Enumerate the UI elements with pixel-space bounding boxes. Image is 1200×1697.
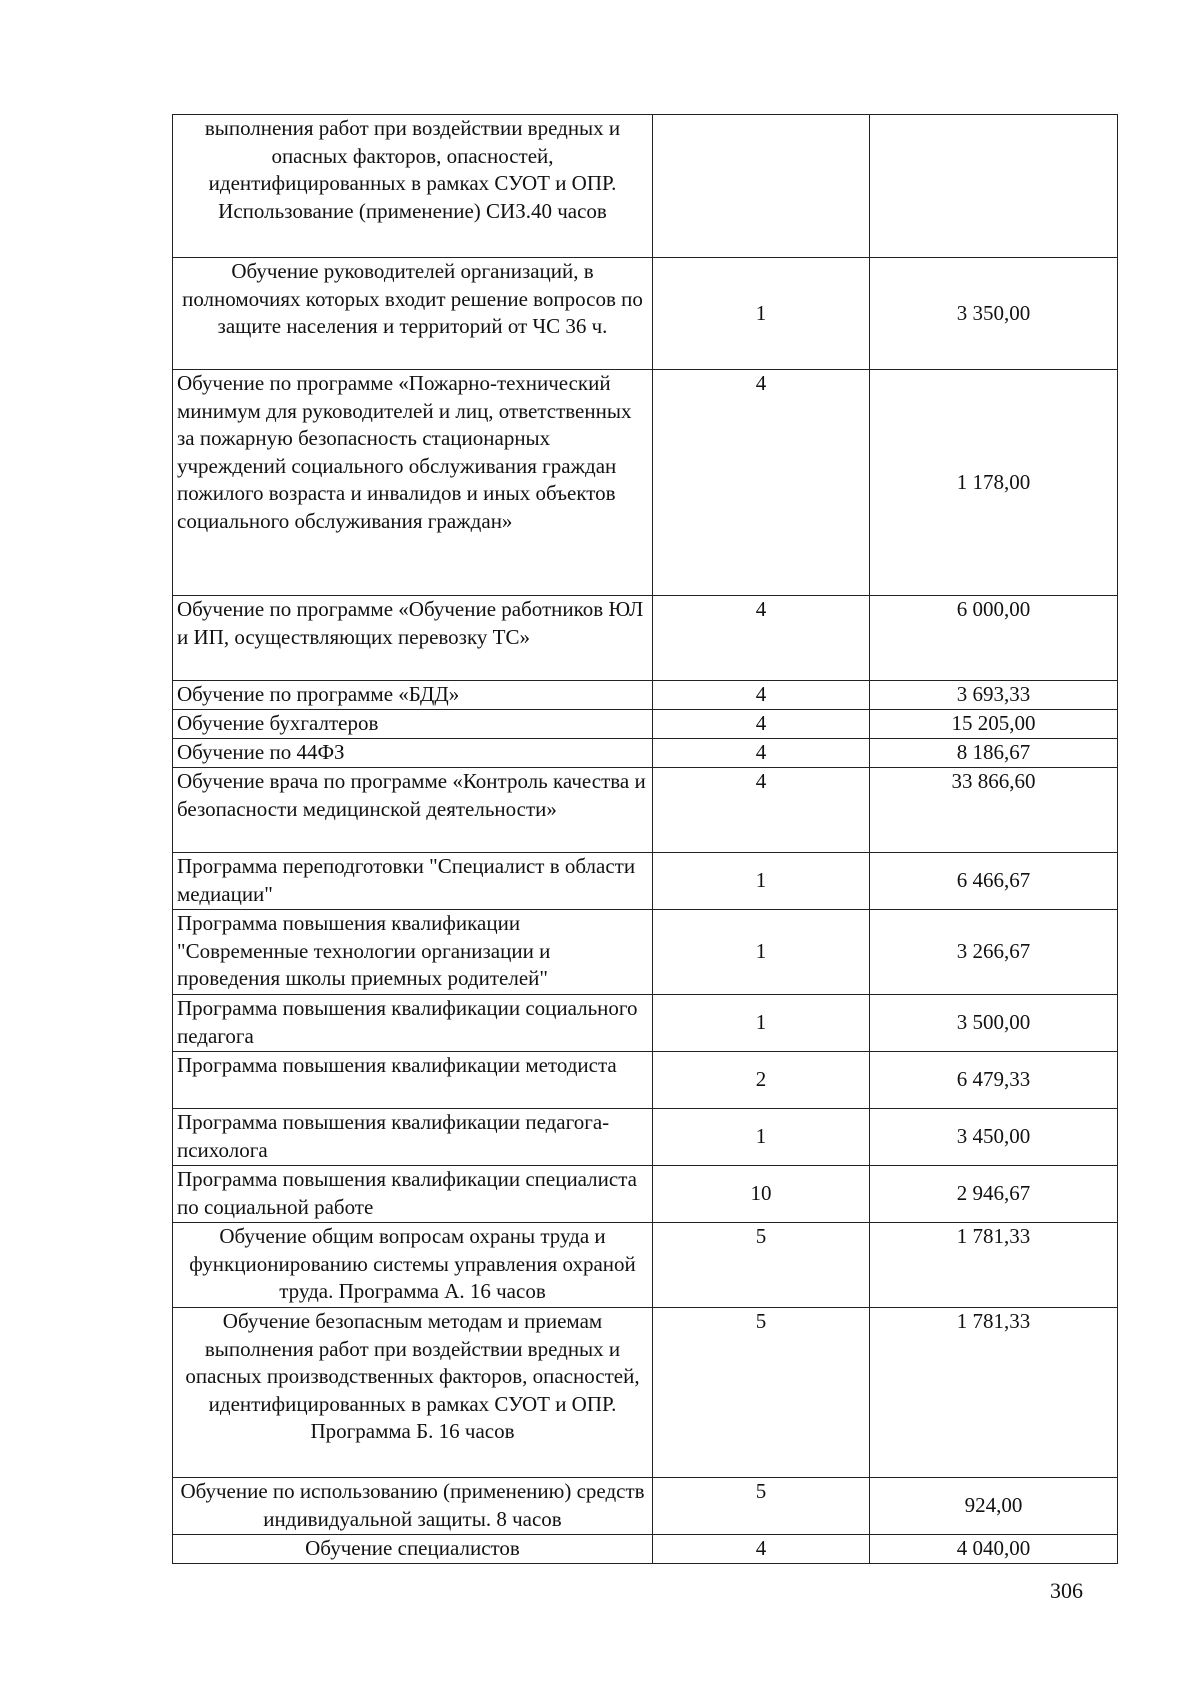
amount-cell: 1 781,33	[870, 1223, 1118, 1308]
course-name-cell: Программа повышения квалификации педагога-психолога	[173, 1109, 653, 1166]
course-name-cell: выполнения работ при воздействии вредных и опасных факторов, опасностей, идентифицированных в рамках СУОТ и ОПР. Использование (применение) СИЗ.40 часов	[173, 115, 653, 258]
quantity-cell: 2	[653, 1052, 870, 1109]
amount-cell: 1 781,33	[870, 1308, 1118, 1478]
amount-cell: 3 500,00	[870, 995, 1118, 1052]
course-name-cell: Обучение по программе «Пожарно-технический минимум для руководителей и лиц, ответственных за пожарную безопасность стационарных учреждений социального обслуживания граждан пожилого возраста и инвалидов и иных объектов социального обслуживания граждан»	[173, 370, 653, 596]
table-row	[173, 681, 1118, 710]
table-row	[173, 1166, 1118, 1223]
amount-cell	[870, 115, 1118, 258]
amount-cell: 924,00	[870, 1478, 1118, 1535]
table-row	[173, 370, 1118, 596]
training-costs-table	[172, 114, 1118, 1564]
quantity-cell: 4	[653, 370, 870, 596]
course-name-cell: Программа повышения квалификации специалиста по социальной работе	[173, 1166, 653, 1223]
quantity-cell: 1	[653, 853, 870, 910]
amount-cell: 1 178,00	[870, 370, 1118, 596]
table-row	[173, 995, 1118, 1052]
course-name-cell: Обучение по программе «Обучение работников ЮЛ и ИП, осуществляющих перевозку ТС»	[173, 596, 653, 681]
table-row	[173, 853, 1118, 910]
table-row	[173, 1109, 1118, 1166]
amount-cell: 3 350,00	[870, 258, 1118, 370]
amount-cell: 6 466,67	[870, 853, 1118, 910]
table-row	[173, 1052, 1118, 1109]
quantity-cell: 4	[653, 739, 870, 768]
course-name-cell: Обучение общим вопросам охраны труда и функционированию системы управления охраной труда. Программа А. 16 часов	[173, 1223, 653, 1308]
course-name-cell: Программа переподготовки "Специалист в области медиации"	[173, 853, 653, 910]
table-row	[173, 1308, 1118, 1478]
course-name-cell: Программа повышения квалификации "Современные технологии организации и проведения школы приемных родителей"	[173, 910, 653, 995]
quantity-cell: 5	[653, 1308, 870, 1478]
quantity-cell: 1	[653, 910, 870, 995]
amount-cell: 2 946,67	[870, 1166, 1118, 1223]
table-row	[173, 1223, 1118, 1308]
quantity-cell	[653, 115, 870, 258]
course-name-cell: Обучение бухгалтеров	[173, 710, 653, 739]
amount-cell: 6 000,00	[870, 596, 1118, 681]
table-row	[173, 710, 1118, 739]
quantity-cell: 5	[653, 1223, 870, 1308]
course-name-cell: Обучение врача по программе «Контроль качества и безопасности медицинской деятельности»	[173, 768, 653, 853]
quantity-cell: 4	[653, 681, 870, 710]
quantity-cell: 4	[653, 1535, 870, 1564]
course-name-cell: Обучение руководителей организаций, в полномочиях которых входит решение вопросов по защите населения и территорий от ЧС 36 ч.	[173, 258, 653, 370]
table-row	[173, 768, 1118, 853]
quantity-cell: 4	[653, 596, 870, 681]
course-name-cell: Обучение безопасным методам и приемам выполнения работ при воздействии вредных и опасных производственных факторов, опасностей, идентифицированных в рамках СУОТ и ОПР. Программа Б. 16 часов	[173, 1308, 653, 1478]
table-row	[173, 258, 1118, 370]
table-row	[173, 1535, 1118, 1564]
amount-cell: 3 266,67	[870, 910, 1118, 995]
table-row	[173, 1478, 1118, 1535]
table-row	[173, 596, 1118, 681]
table-row	[173, 115, 1118, 258]
course-name-cell: Обучение специалистов	[173, 1535, 653, 1564]
course-name-cell: Обучение по использованию (применению) средств индивидуальной защиты. 8 часов	[173, 1478, 653, 1535]
amount-cell: 15 205,00	[870, 710, 1118, 739]
quantity-cell: 10	[653, 1166, 870, 1223]
course-name-cell: Программа повышения квалификации методиста	[173, 1052, 653, 1109]
amount-cell: 3 693,33	[870, 681, 1118, 710]
amount-cell: 8 186,67	[870, 739, 1118, 768]
table-row	[173, 910, 1118, 995]
quantity-cell: 1	[653, 258, 870, 370]
quantity-cell: 1	[653, 995, 870, 1052]
course-name-cell: Обучение по 44ФЗ	[173, 739, 653, 768]
page-number: 306	[1050, 1578, 1083, 1603]
course-name-cell: Программа повышения квалификации социального педагога	[173, 995, 653, 1052]
quantity-cell: 4	[653, 710, 870, 739]
course-name-cell: Обучение по программе «БДД»	[173, 681, 653, 710]
amount-cell: 6 479,33	[870, 1052, 1118, 1109]
quantity-cell: 1	[653, 1109, 870, 1166]
amount-cell: 3 450,00	[870, 1109, 1118, 1166]
amount-cell: 33 866,60	[870, 768, 1118, 853]
quantity-cell: 5	[653, 1478, 870, 1535]
table-row	[173, 739, 1118, 768]
quantity-cell: 4	[653, 768, 870, 853]
amount-cell: 4 040,00	[870, 1535, 1118, 1564]
